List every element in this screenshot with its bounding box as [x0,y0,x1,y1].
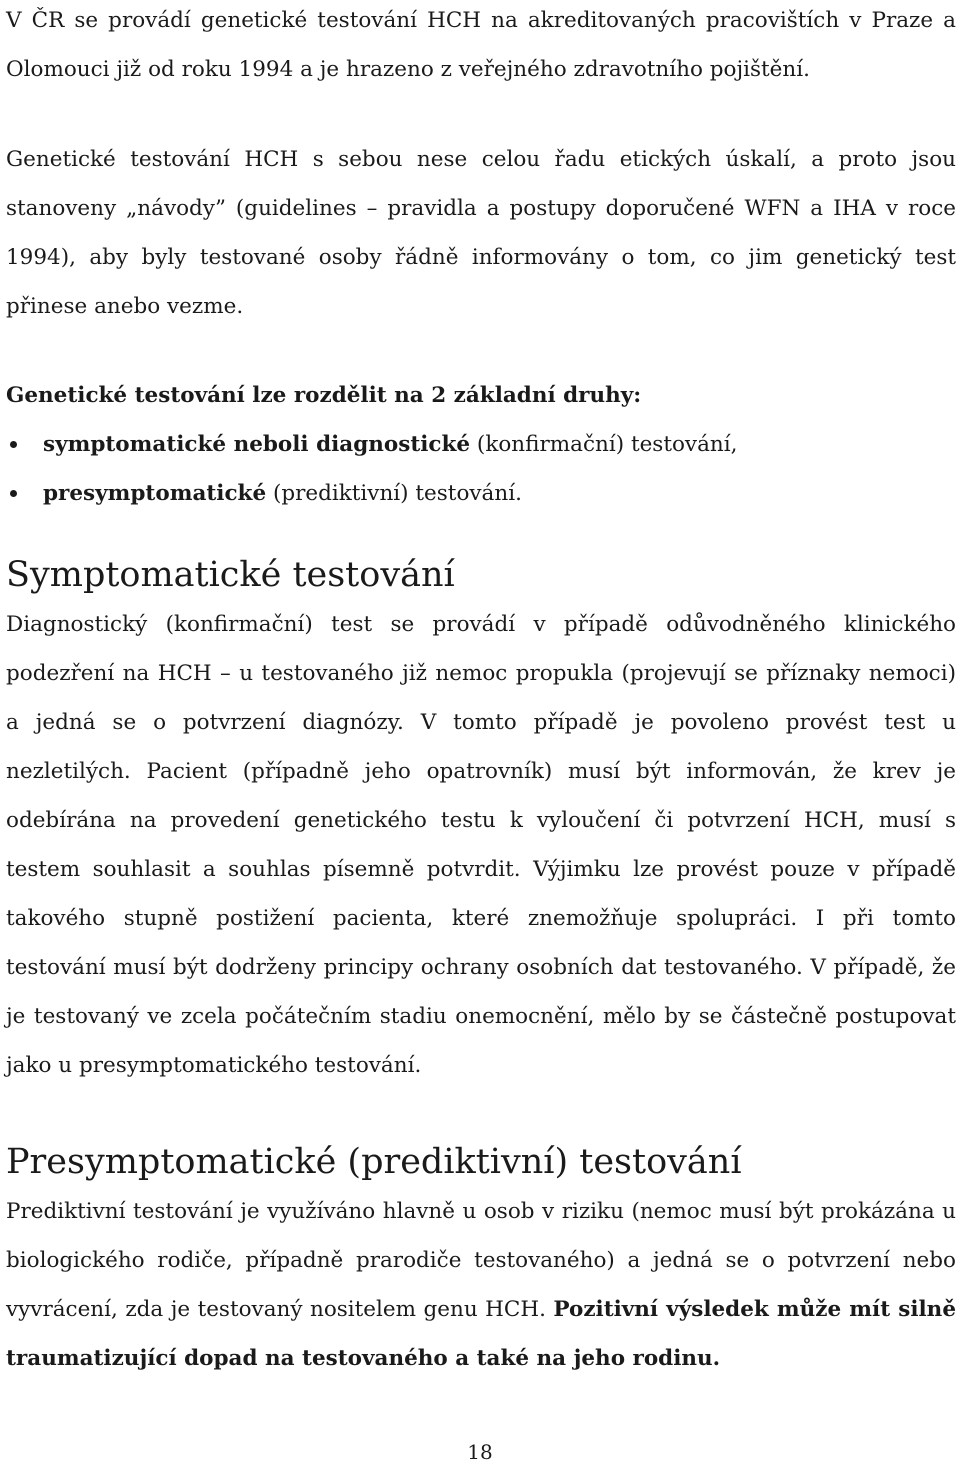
list-item-text: (prediktivní) testování. [266,481,522,506]
intro-paragraph: V ČR se provádí genetické testování HCH na akreditovaných pracovištích v Praze a Olomouci již od roku 1994 a je hrazeno z veřejného zdravotního pojištění. [6,8,956,82]
presymptomatic-bold-text: Pozitivní výsledek může mít silně traumatizující dopad na testovaného a také na jeho rodinu. [6,1297,956,1371]
list-item [6,420,956,469]
bullet-icon [10,490,17,497]
list-item-bold: presymptomatické [43,481,267,506]
symptomatic-paragraph: Diagnostický (konfirmační) test se provádí v případě odůvodněného klinického podezření na HCH – u testovaného již nemoc propukla (projevují se příznaky nemoci) a jedná se o potvrzení diagnózy. V tomto případě je povoleno provést test u nezletilých. Pacient (případně jeho opatrovník) musí být informován, že krev je odebírána na provedení genetického testu k vyloučení či potvrzení HCH, musí s testem souhlasit a souhlas písemně potvrdit. Výjimku lze provést pouze v případě takového stupně postižení pacienta, které znemožňuje spolupráci. I při tomto testování musí být dodrženy principy ochrany osobních dat testovaného. V případě, že je testovaný ve zcela počátečním stadiu onemocnění, mělo by se částečně postupovat jako u presymptomatického testování. [6,612,956,1078]
list-item [6,469,956,518]
section-title-symptomatic: Symptomatické testování [6,555,455,595]
presymptomatic-text: Prediktivní testování je využíváno hlavně u osob v riziku (nemoc musí být prokázána u biologického rodiče, případně prarodiče testovaného) a jedná se o potvrzení nebo vyvrácení, zda je testovaný nositelem genu HCH. [6,1199,956,1322]
list-item-bold: symptomatické neboli diagnostické [43,432,471,457]
page-number: 18 [467,1440,493,1464]
guidelines-paragraph: Genetické testování HCH s sebou nese celou řadu etických úskalí, a proto jsou stanoveny „návody” (guidelines – pravidla a postupy doporučené WFN a IHA v roce 1994), aby byly testované osoby řádně informovány o tom, co jim genetický test přinese anebo vezme. [6,147,956,319]
presymptomatic-paragraph [6,1187,956,1383]
testing-types-list [6,420,956,518]
testing-types-heading: Genetické testování lze rozdělit na 2 základní druhy: [6,383,642,408]
list-item-text: (konfirmační) testování, [470,432,738,457]
bullet-icon [10,441,17,448]
section-title-presymptomatic: Presymptomatické (prediktivní) testování [6,1142,742,1182]
